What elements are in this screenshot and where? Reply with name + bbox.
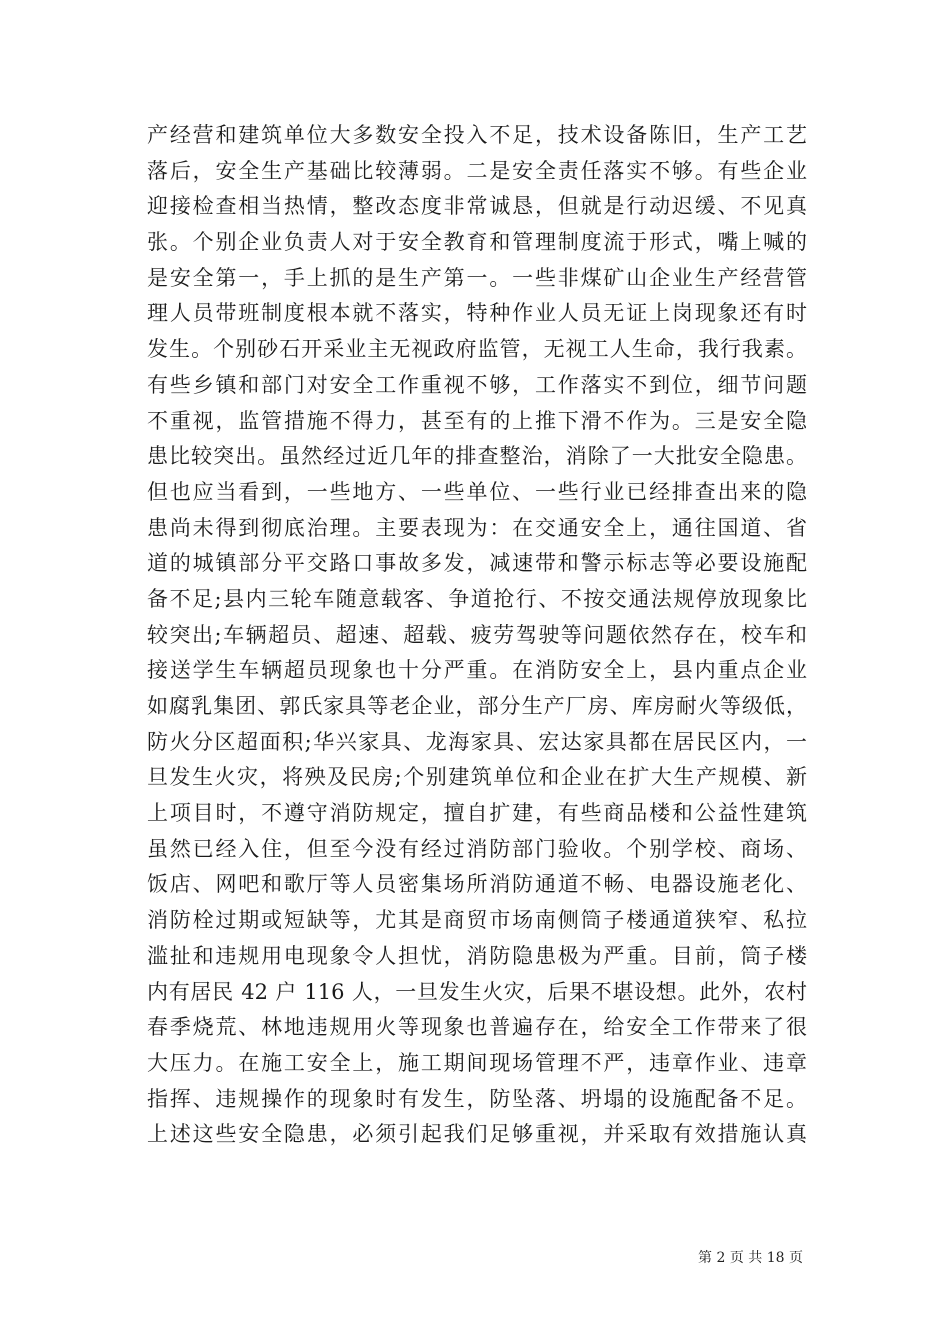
- text-line: 不重视，监管措施不得力，甚至有的上推下滑不作为。三是安全隐: [147, 408, 807, 433]
- text-line: 饭店、网吧和歌厅等人员密集场所消防通道不畅、电器设施老化、: [147, 872, 807, 897]
- text-line: 较突出;车辆超员、超速、超载、疲劳驾驶等问题依然存在，校车和: [147, 622, 807, 647]
- text-line: 患尚未得到彻底治理。主要表现为：在交通安全上，通往国道、省: [147, 515, 807, 540]
- text-line: 备不足;县内三轮车随意载客、争道抢行、不按交通法规停放现象比: [147, 586, 807, 611]
- text-line: 上项目时，不遵守消防规定，擅自扩建，有些商品楼和公益性建筑: [147, 801, 807, 826]
- text-line: 落后，安全生产基础比较薄弱。二是安全责任落实不够。有些企业: [147, 158, 807, 183]
- text-line: 有些乡镇和部门对安全工作重视不够，工作落实不到位，细节问题: [147, 372, 807, 397]
- text-line: 是安全第一，手上抓的是生产第一。一些非煤矿山企业生产经营管: [147, 265, 807, 290]
- text-line: 春季烧荒、林地违规用火等现象也普遍存在，给安全工作带来了很: [147, 1015, 807, 1040]
- text-line: 道的城镇部分平交路口事故多发，减速带和警示标志等必要设施配: [147, 551, 807, 576]
- text-line: 迎接检查相当热情，整改态度非常诚恳，但就是行动迟缓、不见真: [147, 194, 807, 219]
- text-line: 发生。个别砂石开采业主无视政府监管，无视工人生命，我行我素。: [147, 337, 807, 362]
- text-line: 消防栓过期或短缺等，尤其是商贸市场南侧筒子楼通道狭窄、私拉: [147, 908, 807, 933]
- text-line: 张。个别企业负责人对于安全教育和管理制度流于形式，嘴上喊的: [147, 230, 807, 255]
- text-line: 滥扯和违规用电现象令人担忧，消防隐患极为严重。目前，筒子楼: [147, 943, 807, 968]
- text-line: 旦发生火灾，将殃及民房;个别建筑单位和企业在扩大生产规模、新: [147, 765, 807, 790]
- text-line: 产经营和建筑单位大多数安全投入不足，技术设备陈旧，生产工艺: [147, 123, 807, 147]
- text-line: 但也应当看到，一些地方、一些单位、一些行业已经排查出来的隐: [147, 479, 807, 504]
- text-line: 患比较突出。虽然经过近几年的排查整治，消除了一大批安全隐患。: [147, 444, 807, 469]
- body-text: [147, 118, 807, 1153]
- text-line: 指挥、违规操作的现象时有发生，防坠落、坍塌的设施配备不足。: [147, 1086, 807, 1111]
- text-line: 大压力。在施工安全上，施工期间现场管理不严，违章作业、违章: [147, 1050, 807, 1075]
- text-line: 内有居民 42 户 116 人，一旦发生火灾，后果不堪设想。此外，农村: [147, 979, 807, 1004]
- text-line: 上述这些安全隐患，必须引起我们足够重视，并采取有效措施认真: [147, 1122, 807, 1147]
- text-line: 接送学生车辆超员现象也十分严重。在消防安全上，县内重点企业: [147, 658, 807, 683]
- page-number-footer: 第 2 页 共 18 页: [698, 1250, 803, 1266]
- text-line: 防火分区超面积;华兴家具、龙海家具、宏达家具都在居民区内，一: [147, 729, 807, 754]
- text-line: 虽然已经入住，但至今没有经过消防部门验收。个别学校、商场、: [147, 836, 807, 861]
- text-line: 如腐乳集团、郭氏家具等老企业，部分生产厂房、库房耐火等级低，: [147, 694, 807, 718]
- text-line: 理人员带班制度根本就不落实，特种作业人员无证上岗现象还有时: [147, 301, 807, 326]
